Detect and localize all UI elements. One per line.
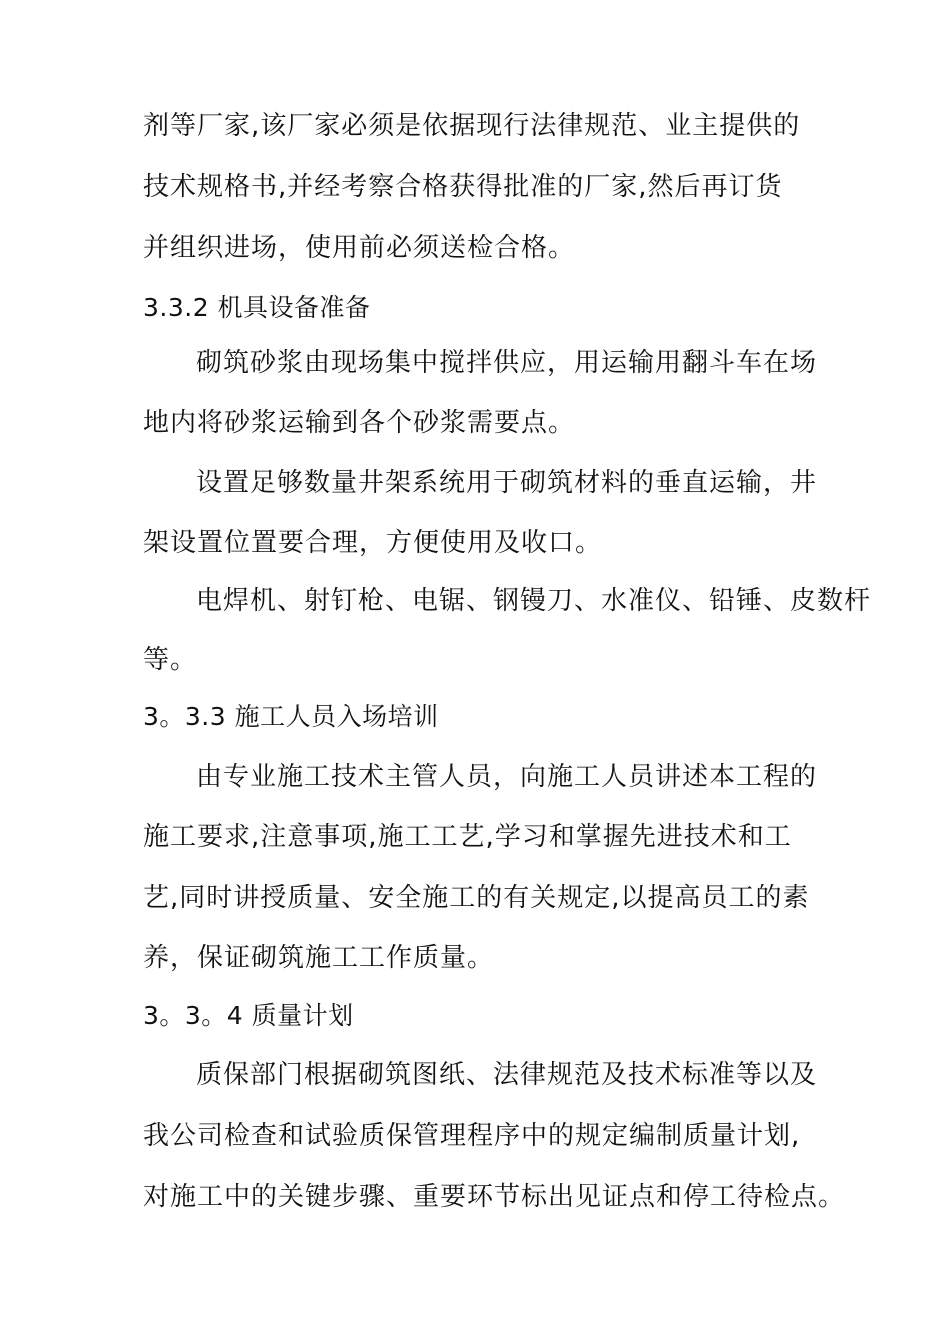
text-line: 并组织进场，使用前必须送检合格。 xyxy=(143,233,576,263)
text-line: 养，保证砌筑施工工作质量。 xyxy=(143,943,495,973)
section-heading: 3。3。4 质量计划 xyxy=(143,1001,354,1030)
section-heading: 3。3.3 施工人员入场培训 xyxy=(143,702,439,731)
text-line: 质保部门根据砌筑图纸、法律规范及技术标准等以及 xyxy=(196,1060,818,1090)
text-line: 电焊机、射钉枪、电锯、钢镘刀、水准仪、铅锤、皮数杆 xyxy=(196,586,872,616)
text-line: 施工要求,注意事项,施工工艺,学习和掌握先进技术和工 xyxy=(143,822,792,852)
text-line: 砌筑砂浆由现场集中搅拌供应，用运输用翻斗车在场 xyxy=(196,348,818,378)
text-line: 我公司检查和试验质保管理程序中的规定编制质量计划, xyxy=(143,1121,801,1151)
text-line: 地内将砂浆运输到各个砂浆需要点。 xyxy=(143,408,576,438)
text-line: 等。 xyxy=(143,645,198,675)
text-line: 架设置位置要合理，方便使用及收口。 xyxy=(143,528,603,558)
text-line: 艺,同时讲授质量、安全施工的有关规定,以提高员工的素 xyxy=(143,883,810,913)
text-line: 设置足够数量井架系统用于砌筑材料的垂直运输，井 xyxy=(196,468,818,498)
text-line: 由专业施工技术主管人员，向施工人员讲述本工程的 xyxy=(196,762,818,792)
text-line: 对施工中的关键步骤、重要环节标出见证点和停工待检点。 xyxy=(143,1182,846,1212)
text-line: 技术规格书,并经考察合格获得批准的厂家,然后再订货 xyxy=(143,172,783,202)
section-heading: 3.3.2 机具设备准备 xyxy=(143,293,371,322)
text-line: 剂等厂家,该厂家必须是依据现行法律规范、业主提供的 xyxy=(143,111,801,141)
